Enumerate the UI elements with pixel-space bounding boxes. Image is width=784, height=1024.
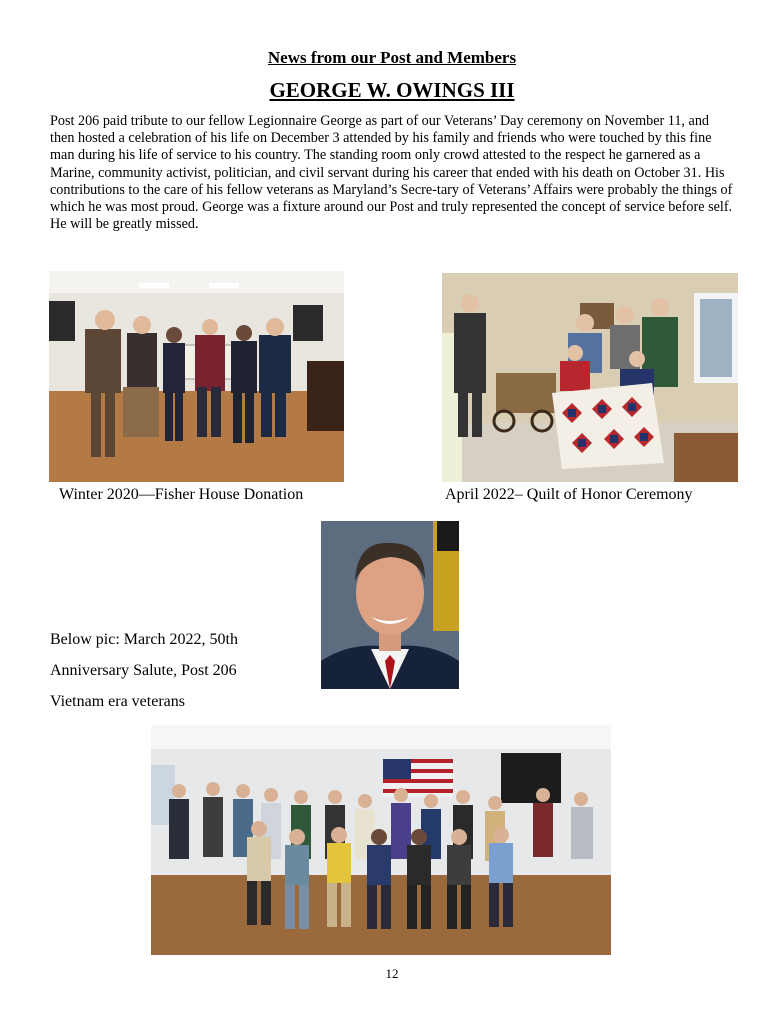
quilt-of-honor-photo bbox=[442, 273, 738, 482]
portrait-photo bbox=[321, 521, 459, 689]
section-heading: News from our Post and Members bbox=[267, 48, 517, 67]
article-title: GEORGE W. OWINGS III bbox=[269, 78, 515, 102]
article-body: Post 206 paid tribute to our fellow Legionnaire George as part of our Veterans’ Day ceremony on November 11, and then hosted a celebration of his life on December 3 attended by his family and friends who were touched by this fine man during his life of service to his country. The standing room only crowd attested to the respect he garnered as a Marine, community activist, politician, and civil servant during his career that ended with his death on October 31. His contributions to the care of his fellow veterans as Maryland’s Secre-tary of Veterans’ Affairs were probably the things of which he was most proud. George was a fixture around our Post and truly represented the concept of service before self. He will be greatly missed. bbox=[50, 113, 733, 233]
portrait-photo-illustration bbox=[321, 521, 459, 689]
page-number: 12 bbox=[385, 966, 399, 981]
quilt-of-honor-caption: April 2022– Quilt of Honor Ceremony bbox=[445, 486, 693, 503]
anniversary-salute-photo-illustration bbox=[151, 725, 611, 955]
quilt-of-honor-photo-illustration bbox=[442, 273, 738, 482]
fisher-house-caption: Winter 2020—Fisher House Donation bbox=[59, 486, 304, 503]
anniversary-caption-line-2: Anniversary Salute, Post 206 bbox=[50, 662, 237, 679]
fisher-house-photo bbox=[49, 271, 344, 482]
anniversary-caption-line-1: Below pic: March 2022, 50th bbox=[50, 631, 238, 648]
anniversary-caption-line-3: Vietnam era veterans bbox=[50, 693, 185, 710]
fisher-house-photo-illustration bbox=[49, 271, 344, 482]
anniversary-salute-photo bbox=[151, 725, 611, 955]
